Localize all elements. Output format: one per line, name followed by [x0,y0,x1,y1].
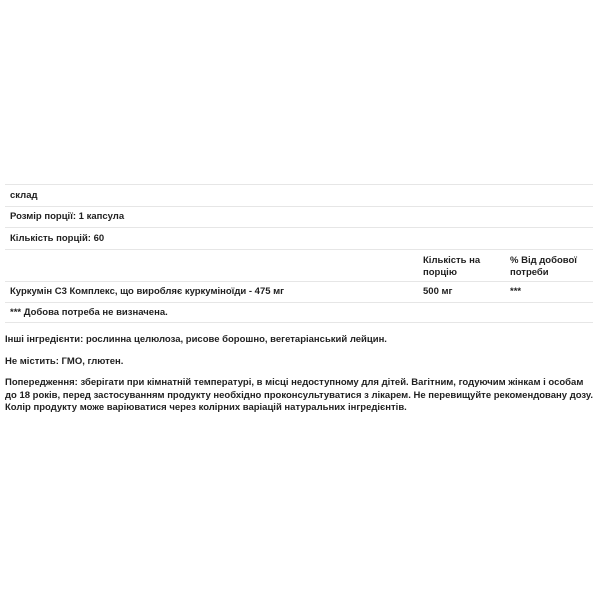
table-row [5,281,593,302]
free-of: Не містить: ГМО, глютен. [5,356,124,367]
other-ingredients: Інші інгредієнти: рослинна целюлоза, рисове борошно, вегетаріанський лейцин. [5,334,387,345]
ingredient-amount: 500 мг [423,285,453,297]
footnote-row [5,302,593,323]
amount-column-header: Кількість на порцію [423,254,481,278]
warning-text: Попередження: зберігати при кімнатній температурі, в місці недоступному для дітей. Вагітним, годуючим жінкам і особам до 18 років, перед застосуванням продукту необхідно проконсультуватися з лікарем. Не перевищуйте рекомендовану дозу. Колір продукту може варіюватися через колірних варіацій натуральних інгредієнтів. [5,377,593,413]
table-title: склад [10,189,38,201]
servings-count-row [5,227,593,249]
table-title-row [5,184,593,206]
footnote: *** Добова потреба не визначена. [10,306,168,318]
ingredient-dv: *** [510,285,522,297]
serving-size-row [5,206,593,228]
ingredient-name: Куркумін С3 Комплекс, що виробляє куркуміноїди - 475 мг [10,286,285,297]
serving-size: Розмір порції: 1 капсула [10,211,125,223]
dv-column-header: % Від добової потреби [510,254,577,278]
servings-count: Кількість порцій: 60 [10,232,105,244]
table-header-row [5,249,593,281]
supplement-facts-table [5,184,593,323]
